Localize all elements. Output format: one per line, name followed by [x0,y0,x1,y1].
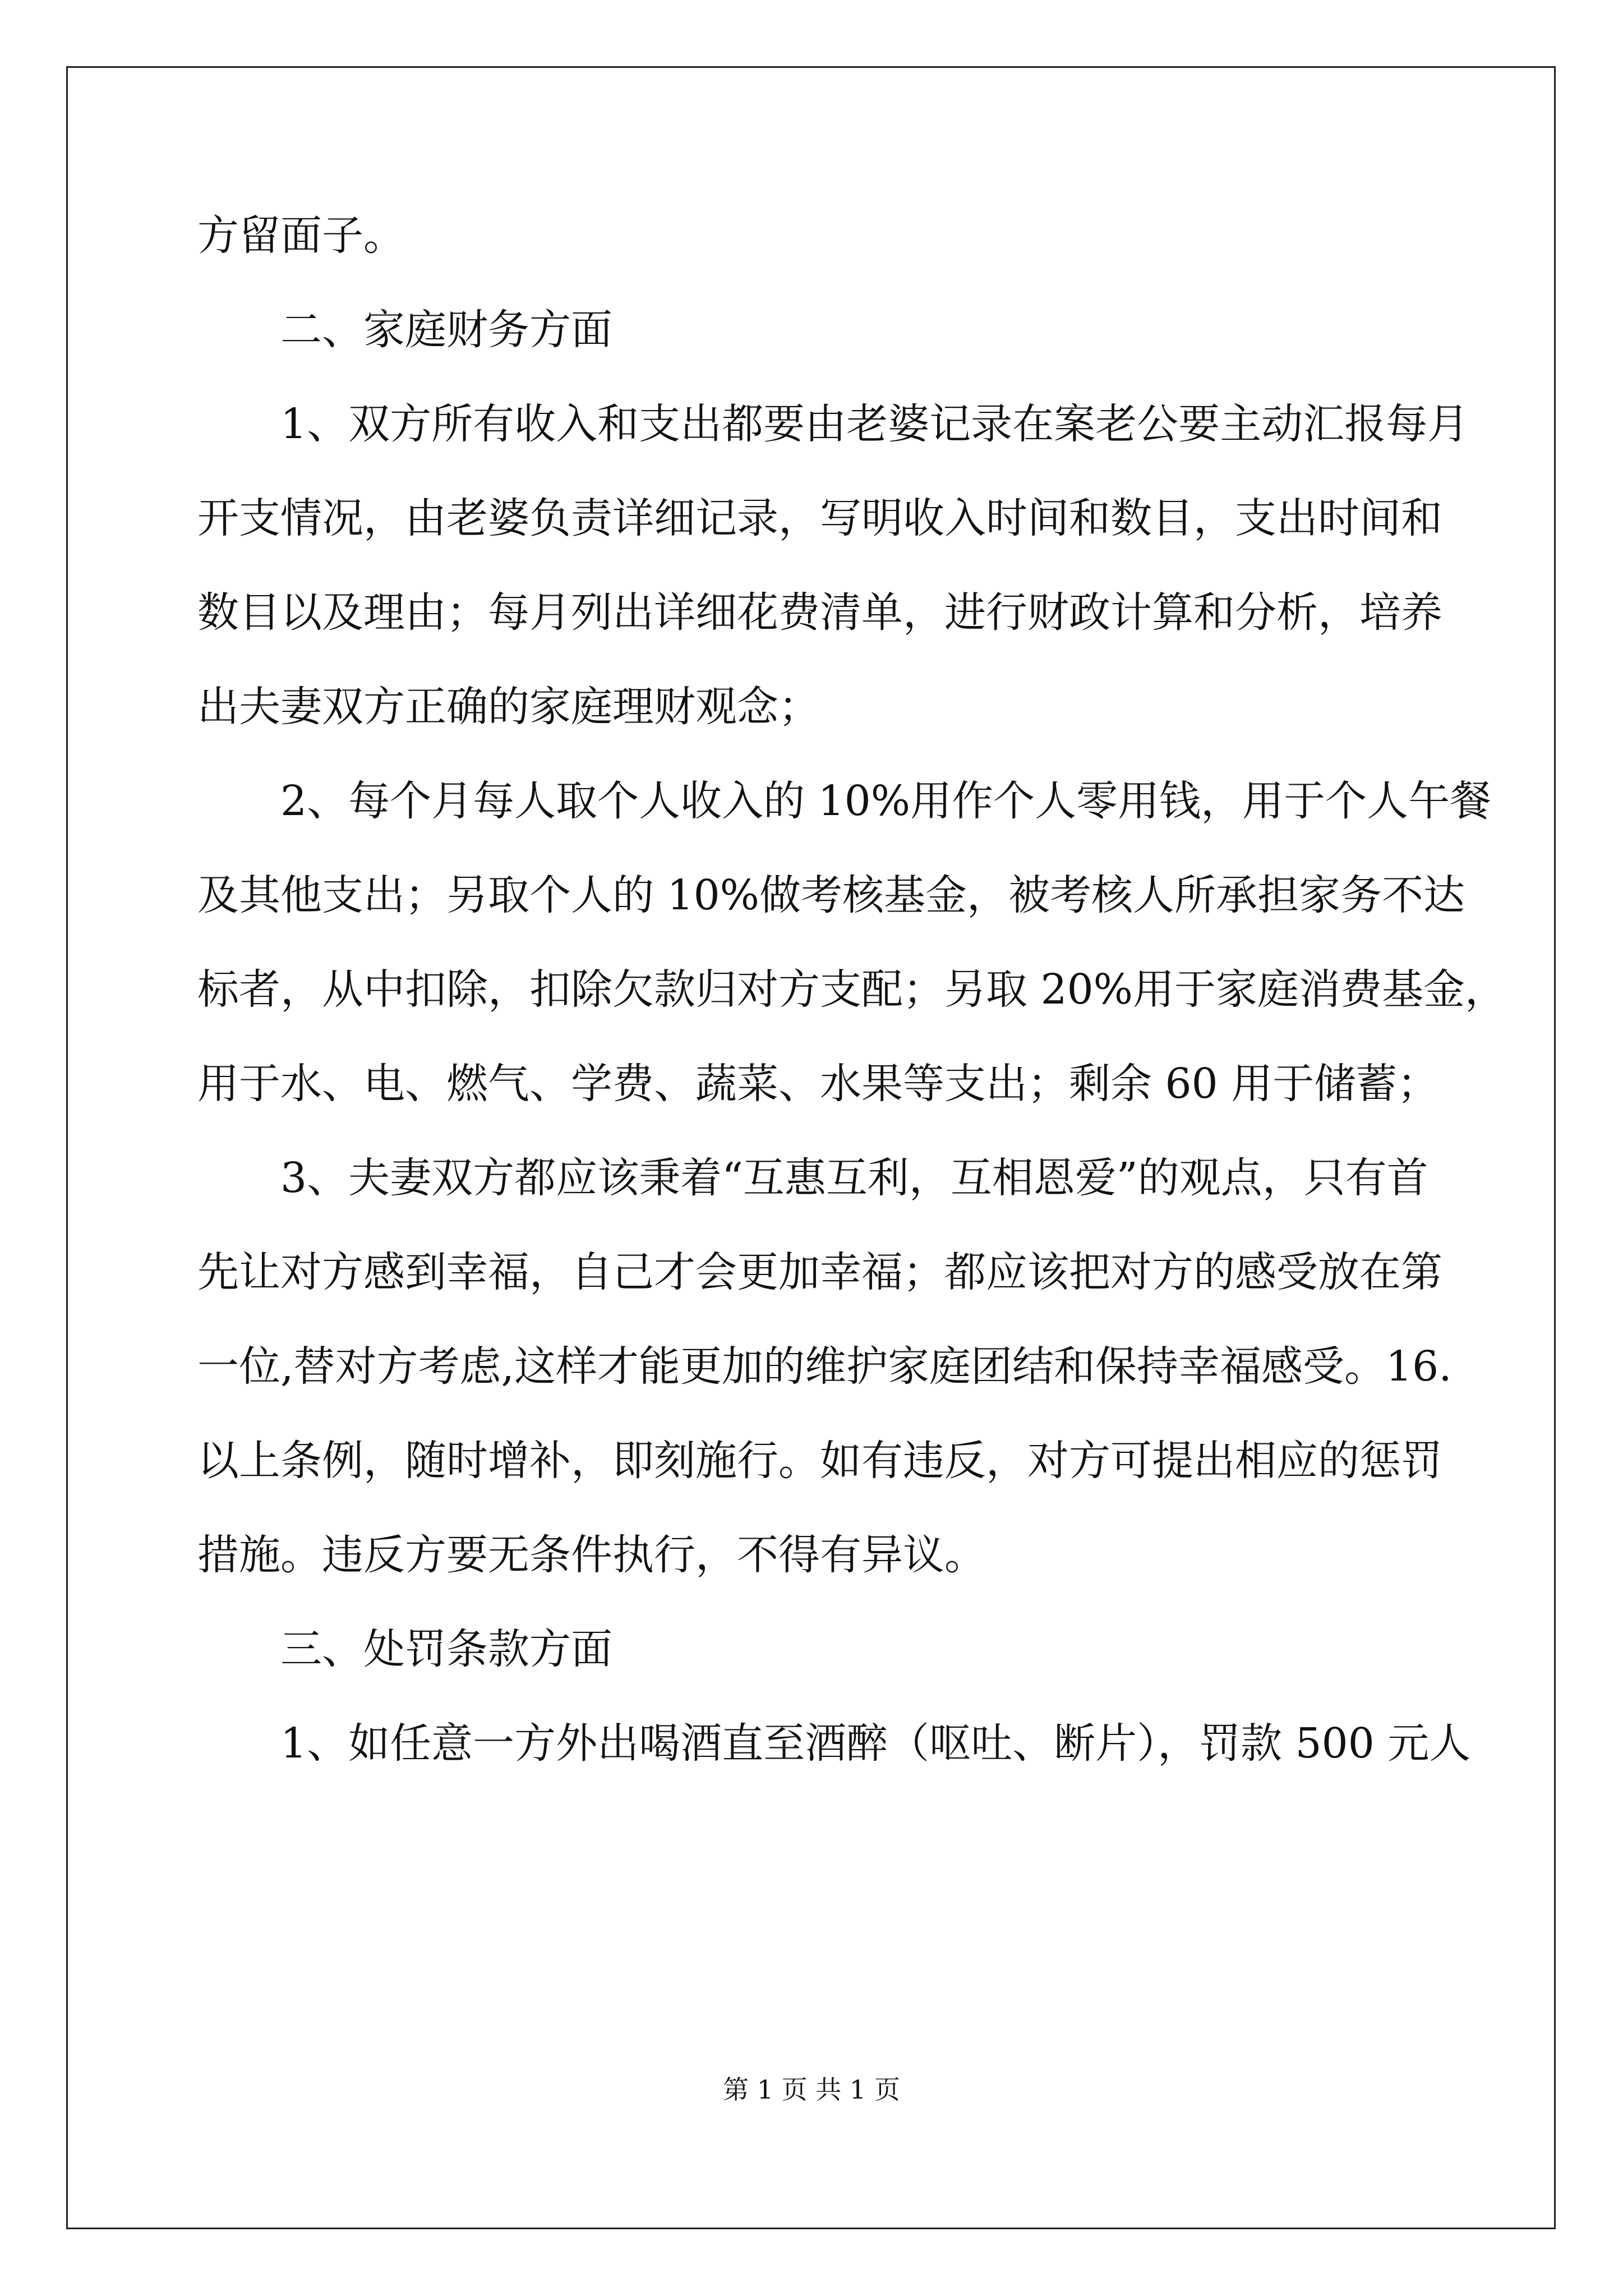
text-line: 1、双方所有收入和支出都要由老婆记录在案老公要主动汇报每月 [280,400,1469,448]
text-line: 及其他支出；另取个人的 10%做考核基金，被考核人所承担家务不达 [197,871,1465,919]
page-footer: 第 1 页 共 1 页 [723,2074,900,2105]
text-line: 一位,替对方考虑,这样才能更加的维护家庭团结和保持幸福感受。16. [197,1342,1452,1391]
text-line: 用于水、电、燃气、学费、蔬菜、水果等支出；剩余 60 用于储蓄； [197,1060,1439,1108]
text-line: 2、每个月每人取个人收入的 10%用作个人零用钱，用于个人午餐 [280,777,1492,825]
text-line: 措施。违反方要无条件执行，不得有异议。 [197,1531,986,1579]
text-line: 标者，从中扣除，扣除欠款归对方支配；另取 20%用于家庭消费基金， [197,965,1506,1014]
text-line: 以上条例，随时增补，即刻施行。如有违反，对方可提出相应的惩罚 [197,1437,1442,1485]
page-border [66,66,1556,2229]
section-heading: 三、处罚条款方面 [280,1625,612,1673]
text-line: 开支情况，由老婆负责详细记录，写明收入时间和数目，支出时间和 [197,494,1442,542]
text-line: 1、如任意一方外出喝酒直至酒醉（呕吐、断片），罚款 500 元人 [280,1719,1471,1768]
text-line: 数目以及理由；每月列出详细花费清单，进行财政计算和分析，培养 [197,588,1442,637]
text-line: 出夫妻双方正确的家庭理财观念； [197,683,820,731]
text-line: 先让对方感到幸福，自己才会更加幸福；都应该把对方的感受放在第 [197,1248,1442,1296]
text-line: 方留面子。 [197,211,405,260]
text-line: 3、夫妻双方都应该秉着“互惠互利，互相恩爱”的观点，只有首 [280,1154,1428,1202]
section-heading: 二、家庭财务方面 [280,306,612,354]
